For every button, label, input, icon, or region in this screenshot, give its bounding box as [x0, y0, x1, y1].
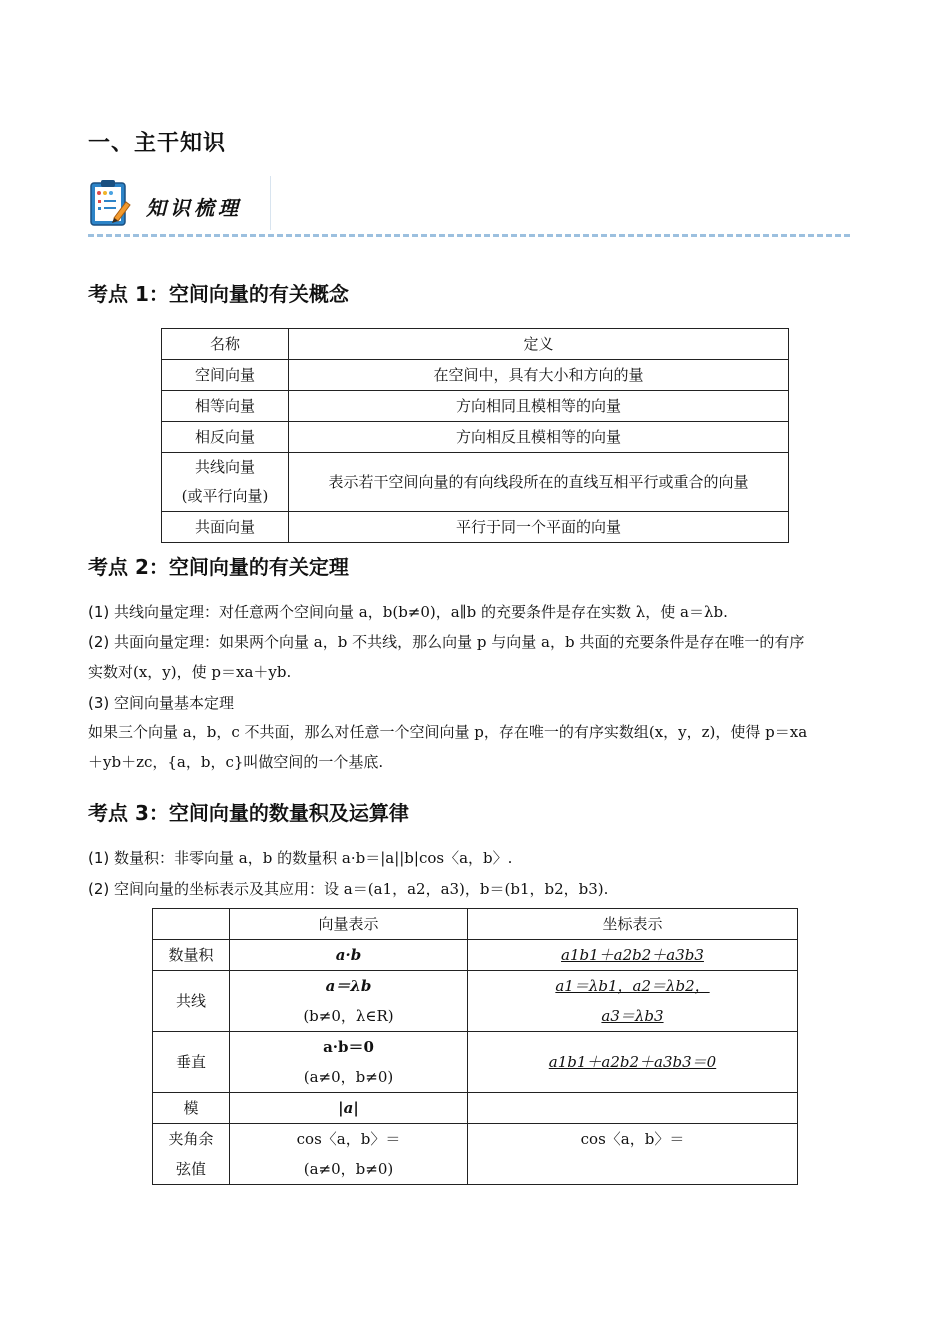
- cell-name: [162, 453, 289, 512]
- cell-coordinate: a1b1＋a2b2＋a3b3: [468, 940, 798, 971]
- cell-definition: 表示若干空间向量的有向线段所在的直线互相平行或重合的向量: [289, 453, 789, 512]
- coplanar-theorem: [88, 632, 804, 652]
- banner-title: 知识梳理: [146, 196, 242, 220]
- table-row: [153, 971, 798, 1032]
- section-1-title: 考点 1：空间向量的有关概念: [88, 282, 349, 306]
- cell-definition: 平行于同一个平面的向量: [289, 512, 789, 543]
- section-2-title: 考点 2：空间向量的有关定理: [88, 555, 349, 579]
- cell-vector-line2: (b≠0，λ∈R): [303, 1007, 394, 1025]
- section-3-title: 考点 3：空间向量的数量积及运算律: [88, 801, 409, 825]
- cell-coordinate: [468, 971, 798, 1032]
- coordinate-text: ：设 a＝(a1，a2，a3)，b＝(b1，b2，b3).: [309, 880, 609, 898]
- dot-product-def: [88, 848, 512, 868]
- cell-coordinate-line2: a3＝λb3: [601, 1007, 664, 1025]
- knowledge-banner: [88, 176, 272, 232]
- cell-vector-line2: (a≠0，b≠0): [303, 1160, 394, 1178]
- cell-name: 相反向量: [162, 422, 289, 453]
- table-header-row: [153, 909, 798, 940]
- coplanar-theorem-label: (2) 共面向量定理: [88, 633, 205, 651]
- cell-vector-line1: cos〈a，b〉＝: [296, 1130, 401, 1148]
- cell-name: 相等向量: [162, 391, 289, 422]
- header-coordinate: 坐标表示: [468, 909, 798, 940]
- cell-vector: [230, 1032, 468, 1093]
- collinear-theorem: [88, 602, 728, 622]
- table-row: [153, 940, 798, 971]
- cell-name-line1: 共线向量: [194, 458, 255, 476]
- collinear-theorem-label: (1) 共线向量定理: [88, 603, 205, 621]
- table-row: [153, 1093, 798, 1124]
- table-row: [162, 360, 789, 391]
- header-vector: 向量表示: [230, 909, 468, 940]
- cell-coordinate-line1: a1＝λb1，a2＝λb2，: [555, 977, 710, 995]
- cell-definition: 方向相反且模相等的向量: [289, 422, 789, 453]
- concept-table: [161, 328, 789, 543]
- table-row: [153, 1124, 798, 1185]
- header-blank: [153, 909, 230, 940]
- cell-coordinate: [468, 1093, 798, 1124]
- basis-theorem-cont: ＋yb＋zc，{a，b，c}叫做空间的一个基底.: [88, 753, 384, 771]
- cell-vector: |a|: [230, 1093, 468, 1124]
- cell-name-line2: 弦值: [175, 1160, 206, 1178]
- coordinate-table: [152, 908, 798, 1185]
- banner-divider: [270, 176, 271, 230]
- main-heading: 一、主干知识: [88, 131, 227, 156]
- coplanar-theorem-cont: 实数对(x，y)，使 p＝xa＋yb.: [88, 663, 292, 681]
- cell-name: 空间向量: [162, 360, 289, 391]
- cell-name: [153, 1124, 230, 1185]
- basis-theorem-label: (3) 空间向量基本定理: [88, 694, 235, 712]
- cell-vector-line1: a·b＝0: [323, 1038, 374, 1056]
- coplanar-theorem-text: ：如果两个向量 a，b 不共线，那么向量 p 与向量 a，b 共面的充要条件是存在唯一的有序: [204, 633, 805, 651]
- cell-name: 垂直: [153, 1032, 230, 1093]
- cell-definition: 方向相同且模相等的向量: [289, 391, 789, 422]
- header-definition: 定义: [289, 329, 789, 360]
- cell-coordinate: cos〈a，b〉＝: [468, 1124, 798, 1185]
- cell-name: 共线: [153, 971, 230, 1032]
- basis-theorem-text: 如果三个向量 a，b，c 不共面，那么对任意一个空间向量 p，存在唯一的有序实数组(x，y，z)，使得 p＝xa: [88, 723, 808, 741]
- cell-vector: [230, 1124, 468, 1185]
- coordinate-def: [88, 879, 608, 899]
- cell-vector-line2: (a≠0，b≠0): [303, 1068, 394, 1086]
- cell-coordinate: a1b1＋a2b2＋a3b3＝0: [468, 1032, 798, 1093]
- cell-name: 数量积: [153, 940, 230, 971]
- cell-vector: [230, 971, 468, 1032]
- dot-product-label: (1) 数量积: [88, 849, 160, 867]
- cell-definition: 在空间中，具有大小和方向的量: [289, 360, 789, 391]
- cell-name-line1: 夹角余: [168, 1130, 214, 1148]
- cell-vector-line1: a＝λb: [325, 977, 372, 995]
- clipboard-checklist-icon: [88, 178, 132, 228]
- cell-name-line2: (或平行向量): [181, 487, 269, 505]
- table-row: [153, 1032, 798, 1093]
- collinear-theorem-text: ：对任意两个空间向量 a，b(b≠0)，a∥b 的充要条件是存在实数 λ，使 a＝λb.: [204, 603, 728, 621]
- dashed-divider: [88, 234, 850, 237]
- cell-vector: a·b: [230, 940, 468, 971]
- table-header-row: [162, 329, 789, 360]
- table-row: [162, 512, 789, 543]
- header-name: 名称: [162, 329, 289, 360]
- table-row: [162, 391, 789, 422]
- table-row: [162, 453, 789, 512]
- table-row: [162, 422, 789, 453]
- cell-name: 模: [153, 1093, 230, 1124]
- coordinate-label: (2) 空间向量的坐标表示及其应用: [88, 880, 310, 898]
- cell-name: 共面向量: [162, 512, 289, 543]
- dot-product-text: ：非零向量 a，b 的数量积 a·b＝|a||b|cos〈a，b〉.: [159, 849, 513, 867]
